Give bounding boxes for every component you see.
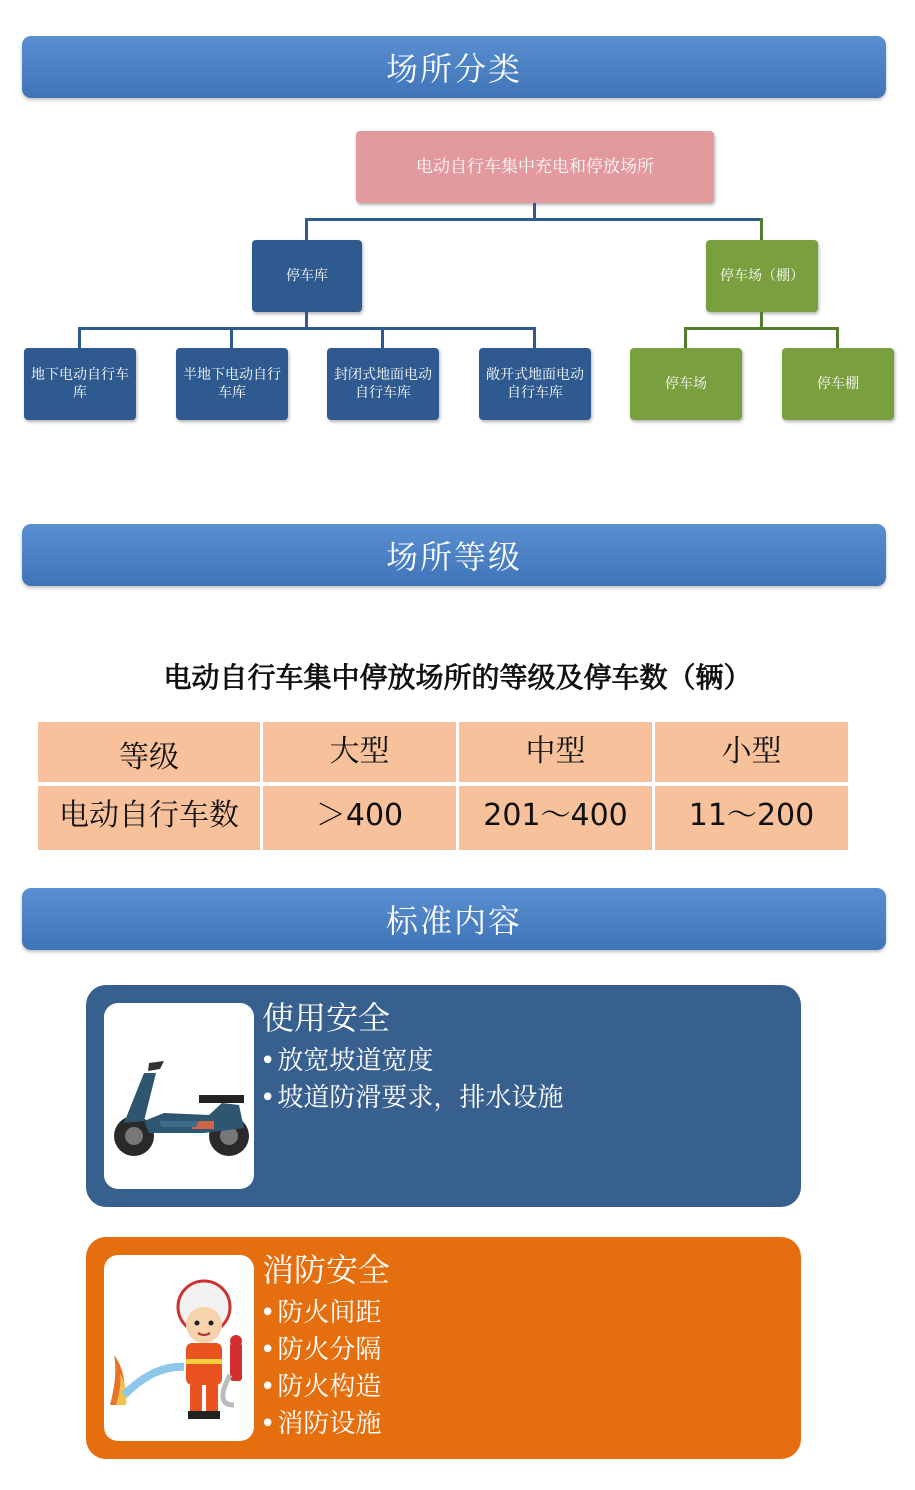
lot-child-node <box>782 348 894 420</box>
connector <box>230 327 233 348</box>
fire-safety-card <box>86 1237 801 1459</box>
connector <box>78 327 81 348</box>
table-cell: 11～200 <box>655 786 848 850</box>
garage-child-node <box>327 348 439 420</box>
list-item: • 放宽坡道宽度 <box>260 1043 563 1080</box>
classification-banner <box>22 36 886 98</box>
garage-node-label: 停车库 <box>286 268 328 284</box>
connector <box>836 327 839 348</box>
use-safety-title: 使用安全 <box>262 999 391 1037</box>
firefighter-icon <box>104 1255 254 1441</box>
lot-child-node <box>630 348 742 420</box>
garage-child-node <box>176 348 288 420</box>
table-title: 电动自行车集中停放场所的等级及停车数（辆） <box>163 661 752 694</box>
connector <box>305 218 763 221</box>
connector <box>78 327 536 330</box>
grade-title: 场所等级 <box>385 538 522 576</box>
lot-group-node <box>706 240 818 312</box>
grade-banner <box>22 524 886 586</box>
lot-child-label: 停车场 <box>665 376 707 392</box>
list-item: • 防火间距 <box>260 1295 381 1332</box>
scooter-illustration <box>104 1003 254 1189</box>
list-item: • 防火构造 <box>260 1369 381 1406</box>
garage-child-node <box>24 348 136 420</box>
firefighter-illustration <box>104 1255 254 1441</box>
use-safety-list <box>260 1043 563 1117</box>
table-row-label: 电动自行车数 <box>38 786 260 850</box>
connector <box>760 218 763 240</box>
connector <box>684 327 839 330</box>
garage-child-label: 地下电动自行车库 <box>31 367 129 401</box>
connector <box>684 327 687 348</box>
table-header: 小型 <box>655 722 848 782</box>
list-item: • 坡道防滑要求，排水设施 <box>260 1080 563 1117</box>
scooter-icon <box>104 1003 254 1189</box>
root-node-label: 电动自行车集中充电和停放场所 <box>416 157 654 177</box>
root-node <box>356 131 714 203</box>
list-item: • 消防设施 <box>260 1406 381 1443</box>
content-banner <box>22 888 886 950</box>
lot-group-node-label: 停车场（棚） <box>720 268 804 284</box>
classification-title: 场所分类 <box>385 50 522 88</box>
connector <box>305 218 308 240</box>
connector <box>533 327 536 348</box>
table-header: 等级 <box>38 722 260 782</box>
garage-node <box>252 240 362 312</box>
fire-safety-list <box>260 1295 381 1443</box>
content-title: 标准内容 <box>385 902 522 940</box>
lot-child-label: 停车棚 <box>817 376 859 392</box>
connector <box>381 327 384 348</box>
table-header: 大型 <box>263 722 456 782</box>
garage-child-node <box>479 348 591 420</box>
list-item: • 防火分隔 <box>260 1332 381 1369</box>
fire-safety-title: 消防安全 <box>262 1251 391 1289</box>
table-cell: ＞400 <box>263 786 456 850</box>
use-safety-card <box>86 985 801 1207</box>
garage-child-label: 半地下电动自行车库 <box>183 367 281 401</box>
table-cell: 201～400 <box>459 786 652 850</box>
table-header: 中型 <box>459 722 652 782</box>
garage-child-label: 封闭式地面电动自行车库 <box>334 367 432 401</box>
garage-child-label: 敞开式地面电动自行车库 <box>486 367 584 401</box>
